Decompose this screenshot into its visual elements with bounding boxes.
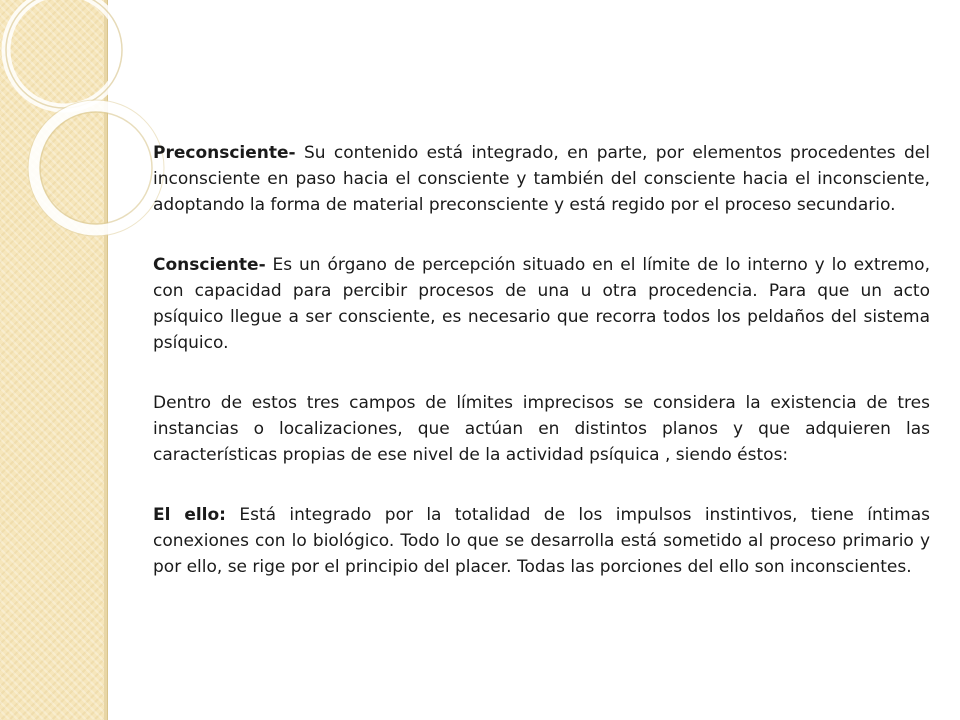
text-instancias: Dentro de estos tres campos de límites imprecisos se considera la existencia de tres instancias o localizaciones, que actúan en distintos planos y que adquieren las características propias de ese nivel de la actividad psíquica , siendo éstos: xyxy=(153,393,930,465)
term-preconsciente: Preconsciente- xyxy=(153,143,296,163)
text-preconsciente: Su contenido está integrado, en parte, por elementos procedentes del inconsciente en paso hacia el consciente y también del consciente hacia el inconsciente, adoptando la forma de material preconsciente y está regido por el proceso secundario. xyxy=(153,143,930,215)
term-consciente: Consciente- xyxy=(153,255,266,275)
paragraph-instancias xyxy=(153,390,930,468)
paragraph-ello xyxy=(153,502,930,580)
text-consciente: Es un órgano de percepción situado en el límite de lo interno y lo extremo, con capacidad para percibir procesos de una u otra procedencia. Para que un acto psíquico llegue a ser consciente, es necesario que recorra todos los peldaños del sistema psíquico. xyxy=(153,255,930,353)
paragraph-preconsciente xyxy=(153,140,930,218)
paragraph-consciente xyxy=(153,252,930,356)
content-body xyxy=(153,140,930,614)
text-ello: Está integrado por la totalidad de los impulsos instintivos, tiene íntimas conexiones con lo biológico. Todo lo que se desarrolla está sometido al proceso primario y por ello, se rige por el principio del placer. Todas las porciones del ello son inconscientes. xyxy=(153,505,930,577)
term-ello: El ello: xyxy=(153,505,226,525)
